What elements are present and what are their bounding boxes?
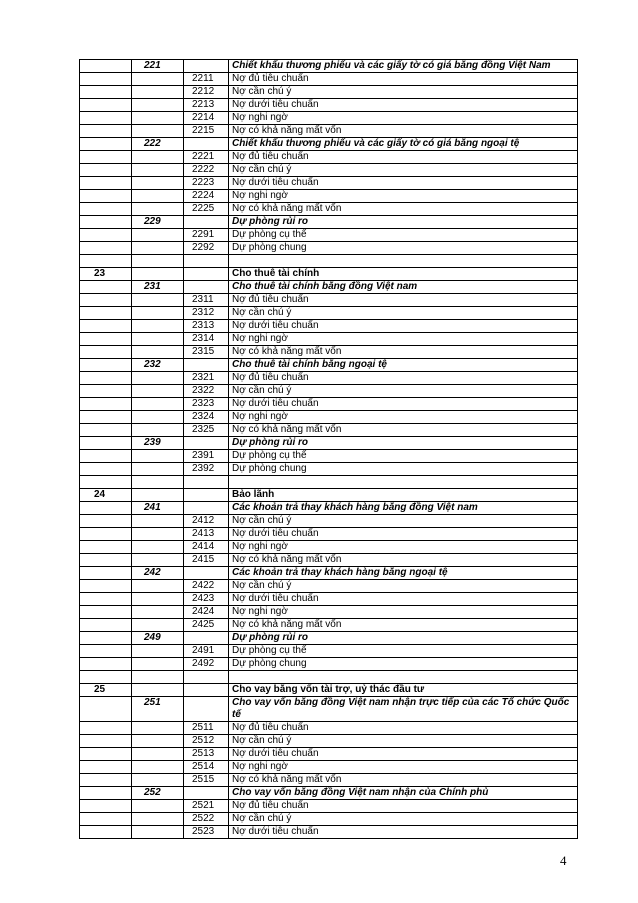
group-code-cell <box>80 774 132 787</box>
sub-account-code-cell <box>184 567 229 580</box>
table-row <box>80 138 578 151</box>
group-code-cell <box>80 748 132 761</box>
table-row <box>80 515 578 528</box>
sub-account-code-cell <box>184 502 229 515</box>
group-code-cell <box>80 151 132 164</box>
group-code-cell <box>80 411 132 424</box>
table-row <box>80 606 578 619</box>
table-row <box>80 800 578 813</box>
description-cell: Nợ dưới tiêu chuẩn <box>229 177 578 190</box>
sub-account-code-cell <box>184 489 229 502</box>
group-code-cell <box>80 671 132 684</box>
table-row <box>80 333 578 346</box>
account-code-cell <box>132 476 184 489</box>
table-row <box>80 164 578 177</box>
page-number: 4 <box>560 853 567 868</box>
group-code-cell <box>80 294 132 307</box>
table-row <box>80 73 578 86</box>
account-code-cell <box>132 541 184 554</box>
account-code-cell <box>132 294 184 307</box>
account-code-cell <box>132 203 184 216</box>
group-code-cell <box>80 320 132 333</box>
group-code-cell <box>80 346 132 359</box>
table-row <box>80 372 578 385</box>
table-row <box>80 632 578 645</box>
sub-account-code-cell: 2225 <box>184 203 229 216</box>
sub-account-code-cell: 2521 <box>184 800 229 813</box>
account-code-cell <box>132 735 184 748</box>
blank-row <box>80 255 578 268</box>
sub-account-code-cell: 2513 <box>184 748 229 761</box>
account-code-cell <box>132 151 184 164</box>
account-code-cell: 221 <box>132 60 184 73</box>
description-cell: Nợ dưới tiêu chuẩn <box>229 748 578 761</box>
account-code-cell <box>132 722 184 735</box>
description-cell: Nợ nghi ngờ <box>229 333 578 346</box>
table-row <box>80 463 578 476</box>
group-code-cell <box>80 242 132 255</box>
table-row <box>80 203 578 216</box>
blank-row <box>80 476 578 489</box>
sub-account-code-cell: 2213 <box>184 99 229 112</box>
group-code-cell <box>80 125 132 138</box>
account-code-cell: 232 <box>132 359 184 372</box>
sub-account-code-cell <box>184 216 229 229</box>
description-cell: Cho thuê tài chính bằng đồng Việt nam <box>229 281 578 294</box>
group-code-cell <box>80 372 132 385</box>
description-cell: Nợ dưới tiêu chuẩn <box>229 398 578 411</box>
description-cell: Cho vay vốn bằng đồng Việt nam nhận trực tiếp của các Tổ chức Quốc tế <box>229 697 578 722</box>
sub-account-code-cell: 2492 <box>184 658 229 671</box>
sub-account-code-cell: 2491 <box>184 645 229 658</box>
description-cell: Nợ nghi ngờ <box>229 411 578 424</box>
description-cell: Nợ đủ tiêu chuẩn <box>229 151 578 164</box>
account-code-cell <box>132 307 184 320</box>
description-cell <box>229 476 578 489</box>
group-code-cell <box>80 502 132 515</box>
description-cell: Nợ nghi ngờ <box>229 606 578 619</box>
group-code-cell <box>80 554 132 567</box>
description-cell: Cho vay bằng vốn tài trợ, uỷ thác đầu tư <box>229 684 578 697</box>
table-row <box>80 60 578 73</box>
account-code-cell: 249 <box>132 632 184 645</box>
sub-account-code-cell: 2511 <box>184 722 229 735</box>
account-code-cell: 222 <box>132 138 184 151</box>
group-code-cell <box>80 333 132 346</box>
account-code-cell <box>132 268 184 281</box>
account-code-cell <box>132 515 184 528</box>
sub-account-code-cell: 2325 <box>184 424 229 437</box>
description-cell: Nợ đủ tiêu chuẩn <box>229 294 578 307</box>
group-code-cell <box>80 813 132 826</box>
group-code-cell <box>80 281 132 294</box>
description-cell: Dự phòng rủi ro <box>229 216 578 229</box>
description-cell: Nợ đủ tiêu chuẩn <box>229 800 578 813</box>
table-row <box>80 190 578 203</box>
description-cell: Nợ có khả năng mất vốn <box>229 774 578 787</box>
group-code-cell <box>80 398 132 411</box>
sub-account-code-cell: 2291 <box>184 229 229 242</box>
description-cell: Bảo lãnh <box>229 489 578 502</box>
table-row <box>80 424 578 437</box>
group-code-cell <box>80 722 132 735</box>
table-row <box>80 748 578 761</box>
sub-account-code-cell <box>184 697 229 722</box>
table-row <box>80 112 578 125</box>
sub-account-code-cell: 2515 <box>184 774 229 787</box>
description-cell <box>229 255 578 268</box>
sub-account-code-cell: 2313 <box>184 320 229 333</box>
sub-account-code-cell: 2315 <box>184 346 229 359</box>
description-cell: Nợ cần chú ý <box>229 86 578 99</box>
account-code-cell <box>132 320 184 333</box>
description-cell: Dự phòng cụ thể <box>229 450 578 463</box>
sub-account-code-cell: 2414 <box>184 541 229 554</box>
group-code-cell <box>80 216 132 229</box>
description-cell: Nợ có khả năng mất vốn <box>229 203 578 216</box>
sub-account-code-cell: 2224 <box>184 190 229 203</box>
table-row <box>80 658 578 671</box>
table-row <box>80 697 578 722</box>
account-code-cell <box>132 826 184 839</box>
table-row <box>80 99 578 112</box>
description-cell: Nợ có khả năng mất vốn <box>229 619 578 632</box>
description-cell: Dự phòng rủi ro <box>229 632 578 645</box>
table-row <box>80 216 578 229</box>
description-cell: Nợ nghi ngờ <box>229 541 578 554</box>
table-row <box>80 645 578 658</box>
description-cell: Nợ có khả năng mất vốn <box>229 554 578 567</box>
description-cell: Nợ có khả năng mất vốn <box>229 424 578 437</box>
group-code-cell <box>80 86 132 99</box>
group-code-cell <box>80 735 132 748</box>
account-code-cell <box>132 112 184 125</box>
account-code-cell <box>132 645 184 658</box>
sub-account-code-cell: 2514 <box>184 761 229 774</box>
sub-account-code-cell: 2324 <box>184 411 229 424</box>
account-code-cell <box>132 580 184 593</box>
account-code-cell <box>132 229 184 242</box>
account-code-cell <box>132 125 184 138</box>
account-code-cell <box>132 346 184 359</box>
group-code-cell <box>80 800 132 813</box>
sub-account-code-cell: 2222 <box>184 164 229 177</box>
description-cell: Cho vay vốn bằng đồng Việt nam nhận của Chính phủ <box>229 787 578 800</box>
account-code-cell <box>132 774 184 787</box>
table-row <box>80 735 578 748</box>
sub-account-code-cell <box>184 281 229 294</box>
account-code-cell: 241 <box>132 502 184 515</box>
table-row <box>80 346 578 359</box>
sub-account-code-cell: 2312 <box>184 307 229 320</box>
description-cell: Các khoản trả thay khách hàng bằng ngoại tệ <box>229 567 578 580</box>
description-cell: Nợ có khả năng mất vốn <box>229 346 578 359</box>
description-cell: Nợ đủ tiêu chuẩn <box>229 722 578 735</box>
table-row <box>80 722 578 735</box>
table-row <box>80 554 578 567</box>
group-code-cell <box>80 541 132 554</box>
account-code-cell: 252 <box>132 787 184 800</box>
account-code-cell <box>132 619 184 632</box>
group-code-cell <box>80 697 132 722</box>
table-row <box>80 177 578 190</box>
account-code-cell <box>132 424 184 437</box>
sub-account-code-cell: 2211 <box>184 73 229 86</box>
account-code-cell <box>132 190 184 203</box>
sub-account-code-cell: 2311 <box>184 294 229 307</box>
account-code-cell <box>132 761 184 774</box>
account-code-cell <box>132 813 184 826</box>
account-code-cell <box>132 800 184 813</box>
description-cell: Các khoản trả thay khách hàng bằng đồng Việt nam <box>229 502 578 515</box>
sub-account-code-cell: 2322 <box>184 385 229 398</box>
sub-account-code-cell <box>184 359 229 372</box>
description-cell: Nợ cần chú ý <box>229 515 578 528</box>
sub-account-code-cell: 2413 <box>184 528 229 541</box>
sub-account-code-cell <box>184 268 229 281</box>
group-code-cell <box>80 229 132 242</box>
group-code-cell <box>80 826 132 839</box>
account-code-cell: 251 <box>132 697 184 722</box>
blank-row <box>80 671 578 684</box>
table-row <box>80 437 578 450</box>
sub-account-code-cell: 2392 <box>184 463 229 476</box>
table-row <box>80 541 578 554</box>
table-row <box>80 242 578 255</box>
sub-account-code-cell: 2422 <box>184 580 229 593</box>
group-code-cell <box>80 99 132 112</box>
account-code-cell: 242 <box>132 567 184 580</box>
table-row <box>80 398 578 411</box>
table-row <box>80 268 578 281</box>
table-row <box>80 826 578 839</box>
table-row <box>80 281 578 294</box>
description-cell: Dự phòng chung <box>229 463 578 476</box>
account-code-cell <box>132 242 184 255</box>
sub-account-code-cell: 2214 <box>184 112 229 125</box>
description-cell: Dự phòng cụ thể <box>229 645 578 658</box>
group-code-cell <box>80 138 132 151</box>
account-code-cell <box>132 164 184 177</box>
sub-account-code-cell: 2292 <box>184 242 229 255</box>
sub-account-code-cell: 2323 <box>184 398 229 411</box>
account-code-cell <box>132 86 184 99</box>
table-row <box>80 684 578 697</box>
group-code-cell <box>80 177 132 190</box>
account-code-cell <box>132 593 184 606</box>
sub-account-code-cell: 2212 <box>184 86 229 99</box>
table-row <box>80 787 578 800</box>
group-code-cell <box>80 112 132 125</box>
description-cell: Dự phòng rủi ro <box>229 437 578 450</box>
account-code-cell <box>132 411 184 424</box>
table-row <box>80 567 578 580</box>
description-cell: Nợ cần chú ý <box>229 307 578 320</box>
table-row <box>80 502 578 515</box>
description-cell: Nợ dưới tiêu chuẩn <box>229 320 578 333</box>
description-cell: Nợ cần chú ý <box>229 580 578 593</box>
sub-account-code-cell <box>184 138 229 151</box>
table-row <box>80 125 578 138</box>
sub-account-code-cell <box>184 787 229 800</box>
description-cell: Nợ nghi ngờ <box>229 190 578 203</box>
account-code-cell <box>132 528 184 541</box>
sub-account-code-cell: 2321 <box>184 372 229 385</box>
description-cell: Cho thuê tài chính bằng ngoại tệ <box>229 359 578 372</box>
group-code-cell <box>80 787 132 800</box>
account-code-cell <box>132 748 184 761</box>
group-code-cell <box>80 658 132 671</box>
table-row <box>80 359 578 372</box>
group-code-cell <box>80 203 132 216</box>
table-row <box>80 450 578 463</box>
description-cell: Nợ dưới tiêu chuẩn <box>229 826 578 839</box>
table-row <box>80 294 578 307</box>
table-row <box>80 385 578 398</box>
group-code-cell <box>80 645 132 658</box>
description-cell: Chiết khấu thương phiếu và các giấy tờ có giá bằng ngoại tệ <box>229 138 578 151</box>
group-code-cell <box>80 307 132 320</box>
group-code-cell <box>80 567 132 580</box>
table-row <box>80 151 578 164</box>
sub-account-code-cell: 2314 <box>184 333 229 346</box>
sub-account-code-cell: 2415 <box>184 554 229 567</box>
table-row <box>80 528 578 541</box>
group-code-cell <box>80 593 132 606</box>
sub-account-code-cell: 2425 <box>184 619 229 632</box>
account-code-cell <box>132 463 184 476</box>
sub-account-code-cell <box>184 255 229 268</box>
description-cell: Nợ nghi ngờ <box>229 761 578 774</box>
account-code-table <box>79 59 578 839</box>
sub-account-code-cell <box>184 671 229 684</box>
description-cell: Dự phòng chung <box>229 658 578 671</box>
group-code-cell <box>80 761 132 774</box>
description-cell: Nợ dưới tiêu chuẩn <box>229 528 578 541</box>
sub-account-code-cell <box>184 632 229 645</box>
account-code-cell <box>132 333 184 346</box>
sub-account-code-cell: 2412 <box>184 515 229 528</box>
account-code-cell <box>132 177 184 190</box>
account-code-cell <box>132 554 184 567</box>
table-row <box>80 229 578 242</box>
group-code-cell <box>80 385 132 398</box>
account-code-cell <box>132 385 184 398</box>
table-row <box>80 580 578 593</box>
table-row <box>80 813 578 826</box>
description-cell: Nợ nghi ngờ <box>229 112 578 125</box>
description-cell: Nợ cần chú ý <box>229 813 578 826</box>
group-code-cell <box>80 528 132 541</box>
description-cell: Nợ dưới tiêu chuẩn <box>229 593 578 606</box>
sub-account-code-cell <box>184 684 229 697</box>
sub-account-code-cell <box>184 60 229 73</box>
sub-account-code-cell <box>184 476 229 489</box>
description-cell: Nợ cần chú ý <box>229 385 578 398</box>
group-code-cell <box>80 619 132 632</box>
group-code-cell <box>80 450 132 463</box>
group-code-cell <box>80 359 132 372</box>
group-code-cell <box>80 73 132 86</box>
group-code-cell <box>80 60 132 73</box>
sub-account-code-cell <box>184 437 229 450</box>
account-code-cell <box>132 372 184 385</box>
table-row <box>80 619 578 632</box>
table-row <box>80 489 578 502</box>
table-row <box>80 774 578 787</box>
description-cell: Dự phòng cụ thể <box>229 229 578 242</box>
group-code-cell <box>80 437 132 450</box>
sub-account-code-cell: 2423 <box>184 593 229 606</box>
account-code-cell <box>132 73 184 86</box>
description-cell: Nợ đủ tiêu chuẩn <box>229 73 578 86</box>
table-row <box>80 320 578 333</box>
group-code-cell: 24 <box>80 489 132 502</box>
table-row <box>80 307 578 320</box>
table-row <box>80 411 578 424</box>
description-cell: Nợ cần chú ý <box>229 735 578 748</box>
account-code-cell <box>132 450 184 463</box>
sub-account-code-cell: 2512 <box>184 735 229 748</box>
account-code-cell <box>132 489 184 502</box>
account-code-cell <box>132 255 184 268</box>
group-code-cell <box>80 255 132 268</box>
account-code-cell <box>132 658 184 671</box>
description-cell: Nợ cần chú ý <box>229 164 578 177</box>
group-code-cell: 25 <box>80 684 132 697</box>
description-cell <box>229 671 578 684</box>
account-code-cell <box>132 671 184 684</box>
account-code-table-body <box>80 60 578 839</box>
group-code-cell <box>80 476 132 489</box>
account-code-cell: 231 <box>132 281 184 294</box>
description-cell: Nợ đủ tiêu chuẩn <box>229 372 578 385</box>
description-cell: Nợ có khả năng mất vốn <box>229 125 578 138</box>
account-code-cell: 239 <box>132 437 184 450</box>
account-code-cell <box>132 606 184 619</box>
sub-account-code-cell: 2522 <box>184 813 229 826</box>
group-code-cell <box>80 632 132 645</box>
account-code-cell <box>132 398 184 411</box>
sub-account-code-cell: 2523 <box>184 826 229 839</box>
account-code-cell <box>132 684 184 697</box>
group-code-cell <box>80 190 132 203</box>
table-row <box>80 86 578 99</box>
description-cell: Nợ dưới tiêu chuẩn <box>229 99 578 112</box>
account-code-cell: 229 <box>132 216 184 229</box>
account-code-cell <box>132 99 184 112</box>
sub-account-code-cell: 2215 <box>184 125 229 138</box>
sub-account-code-cell: 2221 <box>184 151 229 164</box>
sub-account-code-cell: 2223 <box>184 177 229 190</box>
group-code-cell <box>80 580 132 593</box>
group-code-cell <box>80 463 132 476</box>
group-code-cell <box>80 164 132 177</box>
group-code-cell <box>80 606 132 619</box>
table-row <box>80 593 578 606</box>
description-cell: Chiết khấu thương phiếu và các giấy tờ có giá bằng đồng Việt Nam <box>229 60 578 73</box>
sub-account-code-cell: 2424 <box>184 606 229 619</box>
group-code-cell <box>80 424 132 437</box>
sub-account-code-cell: 2391 <box>184 450 229 463</box>
group-code-cell: 23 <box>80 268 132 281</box>
table-row <box>80 761 578 774</box>
description-cell: Cho thuê tài chính <box>229 268 578 281</box>
description-cell: Dự phòng chung <box>229 242 578 255</box>
group-code-cell <box>80 515 132 528</box>
